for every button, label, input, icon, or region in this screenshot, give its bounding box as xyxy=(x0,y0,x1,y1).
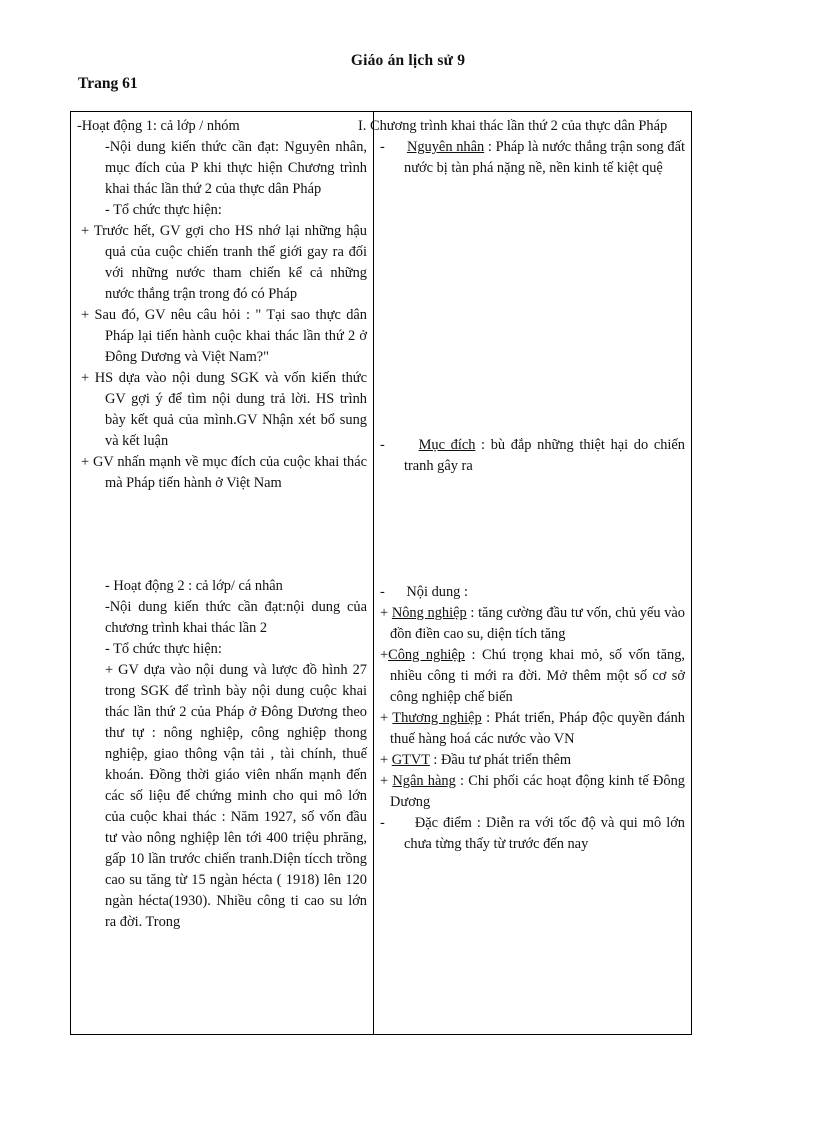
cause-text: : Pháp là nước thắng trận song đất nước bị tàn phá nặng nề, nền kinh tế kiệt quệ xyxy=(404,139,685,176)
activity-1-organization: - Tổ chức thực hiện: xyxy=(105,202,222,218)
feature-item xyxy=(380,813,685,855)
transport-text: : Đầu tư phát triển thêm xyxy=(429,752,572,768)
bullet-dash: - xyxy=(380,139,385,155)
activity-1-step: + HS dựa vào nội dung SGK và vốn kiến thức GV gợi ý để tìm nội dung trả lời. HS trình bày kết quả của mình.GV Nhận xét bổ sung và kết luận xyxy=(81,370,367,449)
agriculture-label: Nông nghiệp xyxy=(391,605,467,621)
activity-1-step: + Trước hết, GV gợi cho HS nhớ lại những hậu quả của cuộc chiến tranh thế giới gay ra đối với những nước tham chiến kể cả những nước thắng trận trong đó có Pháp xyxy=(81,223,367,302)
content-heading xyxy=(380,582,685,603)
cause-item xyxy=(380,137,685,179)
plus-marker: + xyxy=(380,605,392,621)
trade-label: Thương nghiệp xyxy=(392,710,482,726)
lesson-table xyxy=(70,111,692,1035)
section-title: I. Chương trình khai thác lần thứ 2 của thực dân Pháp xyxy=(358,118,668,134)
activities-column xyxy=(71,112,374,1035)
industry-label: Công nghiệp xyxy=(388,647,465,663)
bullet-dash: - xyxy=(380,584,385,600)
activity-1-content: -Nội dung kiến thức cần đạt: Nguyên nhân, mục đích của P khi thực hiện Chương trình khai thác lần thứ 2 của thực dân Pháp xyxy=(105,139,367,197)
activity-2-organization: - Tổ chức thực hiện: xyxy=(105,641,222,657)
activity-1-step: + Sau đó, GV nêu câu hỏi : " Tại sao thực dân Pháp lại tiến hành cuộc khai thác lần thứ 2 ở Đông Dương và Việt Nam?" xyxy=(81,307,367,365)
content-title: Nội dung : xyxy=(406,584,468,600)
table-row xyxy=(71,112,692,1035)
transport-label: GTVT xyxy=(391,752,430,768)
bullet-dash: - xyxy=(380,815,385,831)
transport-item xyxy=(380,750,685,771)
activity-1-title: -Hoạt động 1: cả lớp / nhóm xyxy=(77,118,240,134)
activity-2-step: + GV dựa vào nội dung và lược đồ hình 27 trong SGK để trình bày nội dung cuộc khai thác lần thứ 2 của Pháp ở Đông Dương theo thư tự : nông nghiệp, công nghiệp thong nghiệp, giao thông vận tải , tài chính, thuế khoán. Đồng thời giáo viên nhấn mạnh đến các số liệu để chứng minh cho qui mô lớn của cuộc khai thác : Năm 1927, số vốn đầu tư vào nông nghiệp lên tới 400 triệu phrăng, gấp 10 lần trước chiến tranh.Diện tícch trồng cao su tăng từ 15 ngàn hécta ( 1918) lên 120 ngàn hécta(1930). Nhiều công ti cao su lớn ra đời. Trong xyxy=(105,662,367,930)
spacer xyxy=(77,494,367,576)
page-number: Trang 61 xyxy=(78,75,138,92)
plus-marker: + xyxy=(380,773,393,789)
banking-label: Ngân hàng xyxy=(392,773,456,789)
agriculture-text: : tăng cường đầu tư vốn, chủ yếu vào đồn điền cao su, diện tích tăng xyxy=(390,605,686,642)
activity-1-step: + GV nhấn mạnh về mục đích của cuộc khai thác mà Pháp tiến hành ở Việt Nam xyxy=(81,454,367,491)
knowledge-column xyxy=(358,112,692,1035)
spacer xyxy=(380,477,685,582)
purpose-label: Mục đích xyxy=(418,437,476,453)
banking-item xyxy=(380,771,685,813)
industry-text: : Chú trọng khai mỏ, số vốn tăng, nhiều công ti mới ra đời. Mở thêm một số cơ sở công nghiệp chế biến xyxy=(390,647,685,705)
banking-text: : Chi phối các hoạt động kinh tế Đông Dương xyxy=(390,773,686,810)
cause-label: Nguyên nhân xyxy=(406,139,485,155)
purpose-item xyxy=(380,435,685,477)
industry-item xyxy=(380,645,685,708)
plus-marker: + xyxy=(380,647,389,663)
plus-marker: + xyxy=(380,752,392,768)
trade-text: : Phát triển, Pháp độc quyền đánh thuế hàng hoá các nước vào VN xyxy=(390,710,685,747)
purpose-text: : bù đắp những thiệt hại do chiến tranh gây ra xyxy=(404,437,685,474)
bullet-dash: - xyxy=(380,437,385,453)
feature-text: Đặc điểm : Diễn ra với tốc độ và qui mô lớn chưa từng thấy từ trước đến nay xyxy=(404,815,685,852)
activity-2-content: -Nội dung kiến thức cần đạt:nội dung của chương trình khai thác lần 2 xyxy=(105,599,367,636)
plus-marker: + xyxy=(380,710,393,726)
activity-2-title: - Hoạt động 2 : cả lớp/ cá nhân xyxy=(105,578,283,594)
document-title: Giáo án lịch sử 9 xyxy=(350,52,466,69)
agriculture-item xyxy=(380,603,685,645)
spacer xyxy=(380,179,685,435)
trade-item xyxy=(380,708,685,750)
